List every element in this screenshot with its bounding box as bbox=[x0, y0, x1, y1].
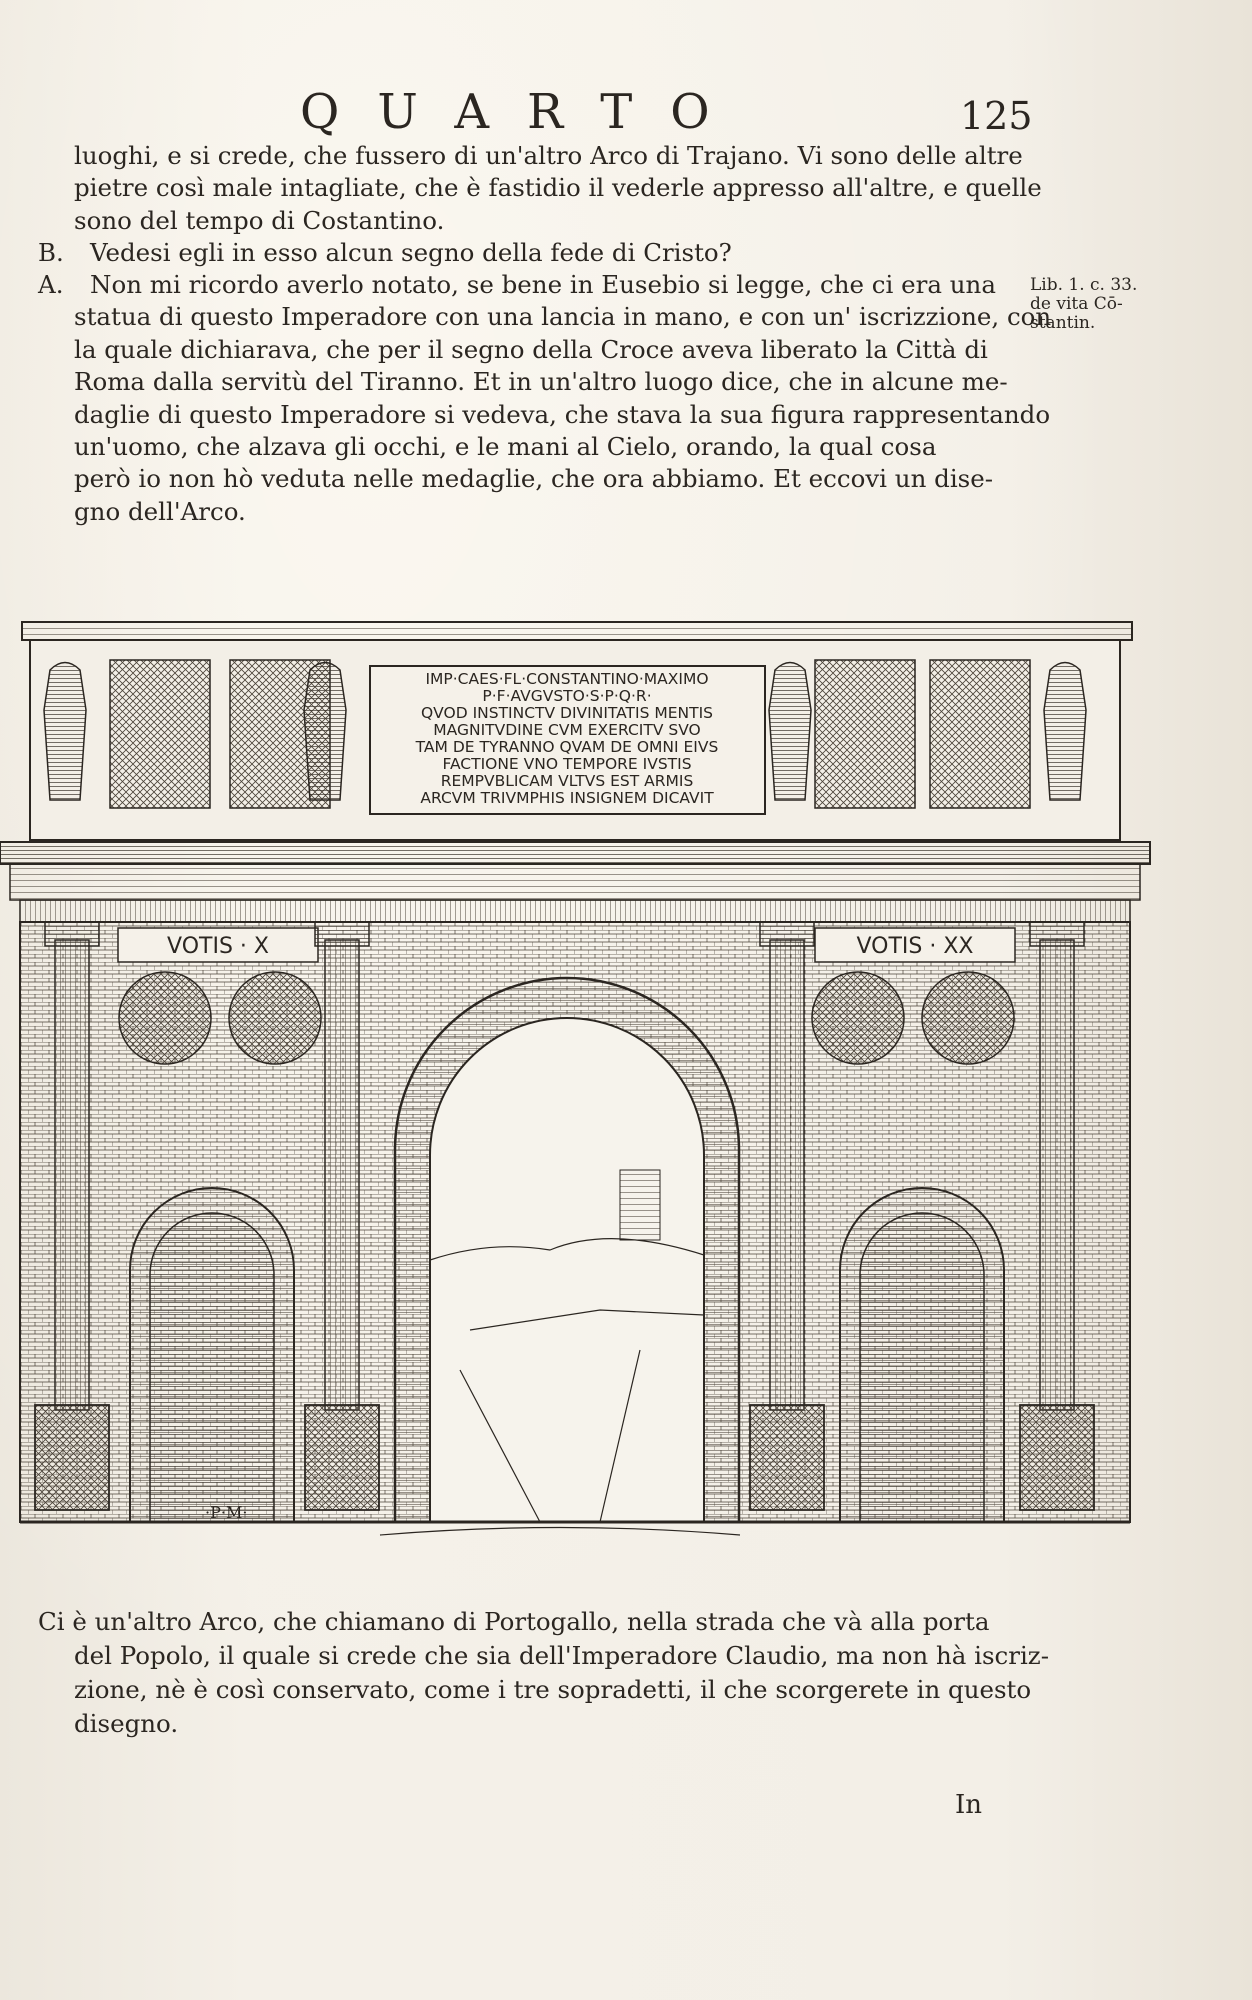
text-line: sono del tempo di Costantino. bbox=[74, 205, 445, 235]
votis-x-label: VOTIS · X bbox=[167, 934, 269, 959]
marginal-line: de vita Cō- bbox=[1030, 294, 1123, 314]
marginal-note bbox=[1030, 276, 1140, 333]
catchword: In bbox=[955, 1790, 983, 1820]
text-line: pietre così male intagliate, che è fastidio il vederle appresso all'altre, e quelle bbox=[74, 173, 1042, 203]
body-text bbox=[74, 140, 1042, 237]
dialogue-b bbox=[38, 237, 998, 269]
inscription-line: IMP·CAES·FL·CONSTANTINO·MAXIMO bbox=[425, 670, 709, 688]
text-line: Roma dalla servitù del Tiranno. Et in un'altro luogo dice, che in alcune me- bbox=[74, 367, 1008, 397]
text-line: statua di questo Imperadore con una lancia in mano, e con un' iscrizzione, con bbox=[74, 302, 1052, 332]
inscription-line: TAM DE TYRANNO QVAM DE OMNI EIVS bbox=[415, 738, 719, 756]
text-line: però io non hò veduta nelle medaglie, che ora abbiamo. Et eccovi un dise- bbox=[74, 464, 994, 494]
speaker-label: A. bbox=[38, 270, 64, 299]
running-title: QUARTO bbox=[300, 84, 748, 140]
entablature bbox=[0, 842, 1150, 922]
text-line: un'uomo, che alzava gli occhi, e le mani al Cielo, orando, la qual cosa bbox=[74, 432, 937, 462]
caption-line: Ci è un'altro Arco, che chiamano di Portogallo, nella strada che và alla porta bbox=[38, 1607, 990, 1636]
text-line: Vedesi egli in esso alcun segno della fede di Cristo? bbox=[90, 238, 732, 267]
inscription-line: REMPVBLICAM VLTVS EST ARMIS bbox=[440, 772, 694, 790]
caption-line: zione, nè è così conservato, come i tre sopradetti, il che scorgerete in questo bbox=[74, 1675, 1032, 1704]
inscription-line: FACTIONE VNO TEMPORE IVSTIS bbox=[442, 755, 692, 773]
central-arch bbox=[395, 978, 739, 1522]
dialogue-line bbox=[38, 237, 998, 269]
text-line: la quale dichiarava, che per il segno della Croce aveva liberato la Città di bbox=[74, 334, 988, 364]
inscription-line: QVOD INSTINCTV DIVINITATIS MENTIS bbox=[420, 704, 714, 722]
arch-woodcut bbox=[0, 610, 1160, 1540]
text-line: daglie di questo Imperadore si vedeva, che stava la sua figura rappresentando bbox=[74, 399, 1051, 429]
text-line: luoghi, e si crede, che fussero di un'altro Arco di Trajano. Vi sono delle altre bbox=[74, 141, 1023, 170]
votis-xx-label: VOTIS · XX bbox=[856, 934, 974, 959]
speaker-label: B. bbox=[38, 238, 64, 267]
dialogue-line bbox=[38, 269, 998, 301]
inscription-line: ARCVM TRIVMPHIS INSIGNEM DICAVIT bbox=[420, 789, 714, 807]
caption-line: disegno. bbox=[74, 1709, 179, 1738]
text-line: gno dell'Arco. bbox=[74, 496, 246, 526]
dialogue-a bbox=[38, 269, 1052, 528]
engraver-monogram: ·P·M· bbox=[205, 1503, 248, 1522]
inscription-line: P·F·AVGVSTO·S·P·Q·R· bbox=[482, 687, 652, 705]
marginal-line: Lib. 1. c. 33. bbox=[1030, 275, 1138, 295]
page-number: 125 bbox=[960, 94, 1033, 138]
marginal-line: stantin. bbox=[1030, 313, 1096, 333]
caption-paragraph bbox=[38, 1605, 1049, 1741]
inscription-line: MAGNITVDINE CVM EXERCITV SVO bbox=[433, 721, 701, 739]
attic bbox=[22, 622, 1132, 840]
caption-line: del Popolo, il quale si crede che sia dell'Imperadore Claudio, ma non hà iscriz- bbox=[74, 1641, 1049, 1670]
text-line: Non mi ricordo averlo notato, se bene in Eusebio si legge, che ci era una bbox=[90, 270, 996, 299]
